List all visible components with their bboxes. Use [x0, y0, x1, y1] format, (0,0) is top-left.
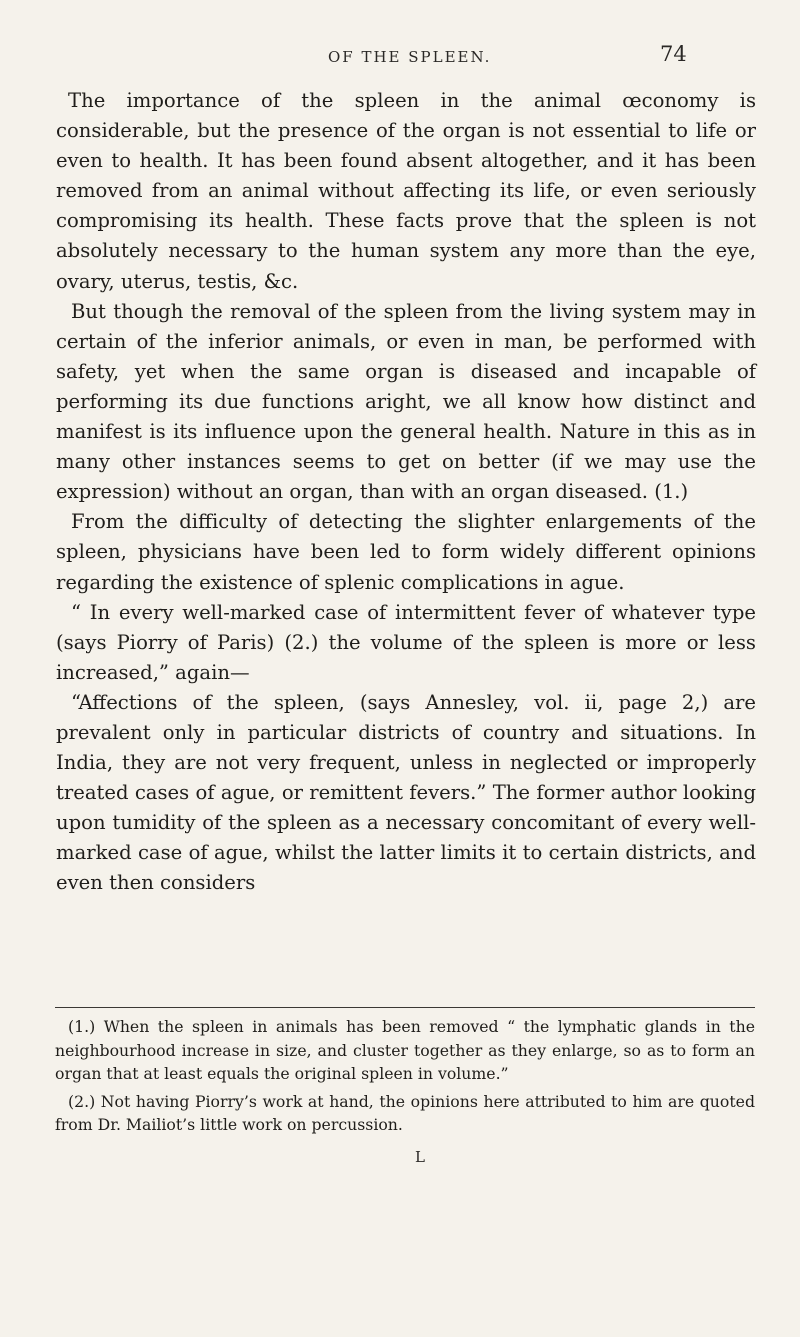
footnote-divider [55, 1007, 755, 1008]
page-number: 74 [660, 42, 687, 66]
paragraph: From the difficulty of detecting the slighter enlargements of the spleen, physicians have been led to form widely different opinions regarding the existence of splenic complications in ague. [56, 510, 756, 594]
main-text [56, 86, 756, 899]
signature-mark: L [415, 1148, 425, 1166]
paragraph: “ In every well-marked case of intermittent fever of whatever type (says Piorry of Paris) (2.) the volume of the spleen is more or less increased,” again— [56, 600, 756, 684]
paragraph: But though the removal of the spleen from the living system may in certain of the inferior animals, or even in man, be performed with safety, yet when the same organ is diseased and incapable of performing its due functions aright, we all know how distinct and manifest is its influence upon the general health. Nature in this as in many other instances seems to get on better (if we may use the expression) without an organ, than with an organ diseased. (1.) [56, 299, 756, 504]
running-head: OF THE SPLEEN. [328, 48, 492, 66]
paragraph: The importance of the spleen in the animal œconomy is considerable, but the presence of the organ is not essential to life or even to health. It has been found absent altogether, and it has been removed from an animal without affecting its life, or even seriously compromising its health. These facts prove that the spleen is not absolutely necessary to the human system any more than the eye, ovary, uterus, testis, &c. [56, 89, 756, 293]
footnote: (2.) Not having Piorry’s work at hand, the opinions here attributed to him are quoted from Dr. Mailiot’s little work on percussion. [55, 1091, 755, 1134]
footnote: (1.) When the spleen in animals has been removed “ the lymphatic glands in the neighbourhood increase in size, and cluster together as they enlarge, so as to form an organ that at least equals the original spleen in volume.” [55, 1017, 755, 1083]
footnotes [55, 1015, 755, 1137]
paragraph: “Affections of the spleen, (says Annesley, vol. ii, page 2,) are prevalent only in particular districts of country and situations. In India, they are not very frequent, unless in neglected or improperly treated cases of ague, or remittent fevers.” The former author looking upon tumidity of the spleen as a necessary concomitant of every well-marked case of ague, whilst the latter limits it to certain districts, and even then considers [56, 690, 756, 895]
